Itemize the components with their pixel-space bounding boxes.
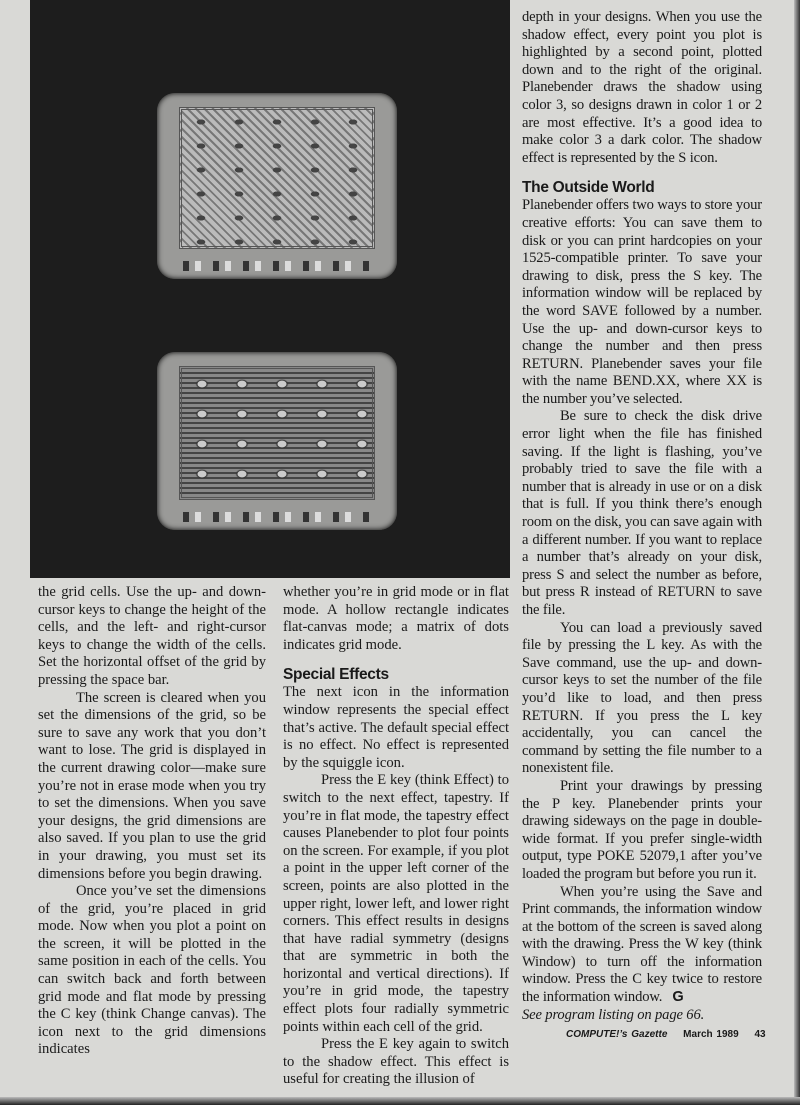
paragraph: The screen is cleared when you set the dimensions of the grid, so be sure to save any work that you don’t want to lose. The grid is displayed in the current drawing color—make sure you’re not in erase mode when you try to set the dimensions. When you save your designs, the grid dimensions are also saved. If you plan to use the grid in your drawing, you must set its dimensions before you begin drawing. bbox=[38, 689, 266, 882]
column-left bbox=[38, 584, 266, 1059]
page-footer bbox=[522, 1028, 766, 1041]
paragraph-text: When you’re using the Save and Print commands, the information window at the bottom of the screen is saved along with the drawing. Press the W key (think Window) to turn off the information window. Press the C key twice to restore the information window. bbox=[522, 883, 762, 1006]
design-pattern bbox=[179, 366, 375, 500]
column-right bbox=[522, 9, 762, 1024]
column-middle bbox=[283, 584, 509, 1089]
end-mark-icon: G bbox=[672, 989, 684, 1006]
paragraph: Once you’ve set the dimensions of the grid, you’re placed in grid mode. Now when you plot a point on the screen, it will be plotted in the same position in each of the cells. You can switch back and forth between grid mode and flat mode by pressing the C key (think Change canvas). The icon next to the grid dimensions indicates bbox=[38, 883, 266, 1058]
paragraph: Press the E key again to switch to the shadow effect. This effect is useful for creating the illusion of bbox=[283, 1036, 509, 1088]
paragraph: depth in your designs. When you use the shadow effect, every point you plot is highlighted by a second point, plotted down and to the right of the original. Planebender draws the shadow using color 3, so designs drawn in color 1 or 2 are most effective. It’s a good idea to make color 3 a dark color. The shadow effect is represented by the S icon. bbox=[522, 9, 762, 166]
paragraph: You can load a previously saved file by pressing the L key. As with the Save command, use the up- and down-cursor keys to set the number of the file you’d like to load, and then press RETURN. If you press the L key accidentally, you can cancel the command by setting the file number to a nonexistent file. bbox=[522, 619, 762, 777]
right-column-wrapper bbox=[522, 9, 766, 1041]
paragraph: Planebender offers two ways to store your creative efforts: You can save them to disk or you can print hardcopies on your 1525-compatible printer. To save your drawing to disk, press the S key. The information window will be replaced by the word SAVE followed by a number. Use the up- and down-cursor keys to change the number and then press RETURN. Planebender saves your file with the name BEND.XX, where XX is the number you’ve selected. bbox=[522, 197, 762, 407]
program-listing-note: See program listing on page 66. bbox=[522, 1006, 705, 1023]
publication-name: COMPUTE!’s Gazette bbox=[566, 1029, 668, 1041]
page-number: 43 bbox=[754, 1029, 766, 1041]
information-window bbox=[183, 261, 371, 271]
paragraph: Print your drawings by pressing the P key. Planebender prints your drawing sideways on the page in double-wide format. If you prefer single-width output, type POKE 52079,1 after you’ve loaded the program but before you run it. bbox=[522, 777, 762, 882]
paragraph: the grid cells. Use the up- and down-cursor keys to change the height of the cells, and the left- and right-cursor keys to change the width of the cells. Set the horizontal offset of the grid by pressing the space bar. bbox=[38, 584, 266, 688]
page-bottom-shadow bbox=[0, 1097, 800, 1105]
grid-design-screen bbox=[157, 352, 397, 530]
tapestry-design-screen bbox=[157, 93, 397, 279]
paragraph: Press the E key (think Effect) to switch to the next effect, tapestry. If you’re in flat mode, the tapestry effect causes Planebender to plot four points on the screen. For example, if you plot a point in the upper left corner of the screen, points are also plotted in the upper right, lower left, and lower right corners. This effect results in designs that have radial symmetry (designs that are symmetric in both the horizontal and vertical directions). If you’re in grid mode, the tapestry effect plots four radially symmetric points within each cell of the grid. bbox=[283, 772, 509, 1035]
section-heading: Special Effects bbox=[283, 666, 389, 684]
paragraph: The next icon in the information window represents the special effect that’s active. The default special effect is no effect. No effect is represented by the squiggle icon. bbox=[283, 684, 509, 771]
paragraph: Be sure to check the disk drive error light when the file has finished saving. If the light is flashing, you’ve probably tried to save the file with a number that is already in use or on a disk that is full. If you think there’s enough room on the disk, you can save again with a different number. If you want to replace a number that’s already on your disk, press S and select the number as before, but press R instead of RETURN to save the file. bbox=[522, 408, 762, 618]
design-pattern bbox=[179, 107, 375, 249]
section-heading: The Outside World bbox=[522, 179, 655, 197]
paragraph bbox=[522, 884, 762, 1007]
page-edge-shadow bbox=[794, 0, 800, 1105]
issue-date: March 1989 bbox=[683, 1029, 739, 1041]
information-window bbox=[183, 512, 371, 522]
article-photo bbox=[30, 0, 510, 578]
paragraph: whether you’re in grid mode or in flat mode. A hollow rectangle indicates flat-canvas mode; a matrix of dots indicates grid mode. bbox=[283, 584, 509, 653]
